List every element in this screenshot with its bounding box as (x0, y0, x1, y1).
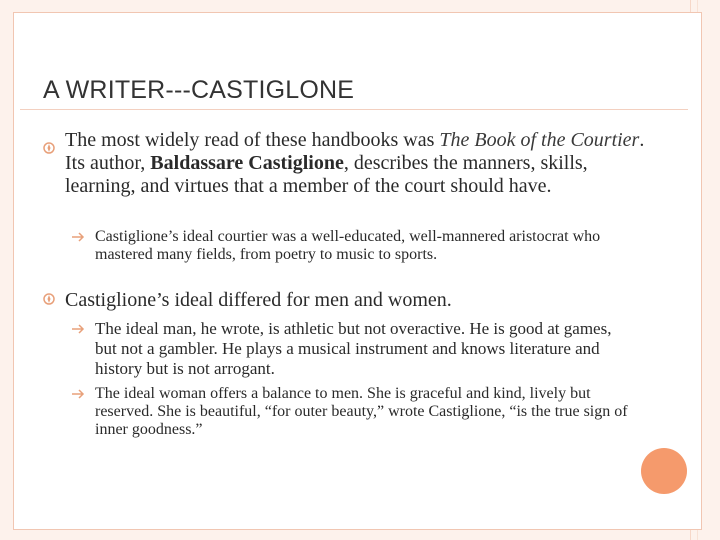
sub-bullet-icon (71, 324, 85, 334)
compass-bullet-icon (43, 142, 55, 154)
bullet-text-2: Castiglione’s ideal differed for men and women. (65, 289, 452, 311)
bullet-text-1 (65, 129, 645, 198)
sub-bullet-text-1: Castiglione’s ideal courtier was a well-educated, well-mannered aristocrat who mastered many fields, from poetry to music to sports. (95, 228, 601, 263)
compass-bullet-icon (43, 293, 55, 305)
sub-bullet-icon (71, 232, 85, 242)
author-name: Baldassare Castiglione (150, 152, 344, 174)
title-divider (20, 109, 688, 110)
sub-bullet-text-3: The ideal woman offers a balance to men. She is graceful and kind, lively but reserved. She is beautiful, “for outer beauty,” wrote Castiglione, “is the true sign of inner goodness.” (95, 385, 628, 438)
sub-bullet-text-2: The ideal man, he wrote, is athletic but not overactive. He is good at games, but not a gambler. He plays a musical instrument and knows literature and history but is not arrogant. (95, 319, 612, 378)
bullet-text-part: , describes the manners, skills, learning, and virtues that a member of the court should have. (65, 152, 588, 197)
slide-title: A WRITER---CASTIGLONE (43, 76, 355, 104)
book-title: The Book of the Courtier (439, 129, 640, 151)
bullet-text-part: The most widely read of these handbooks was (65, 129, 440, 151)
sub-bullet-icon (71, 389, 85, 399)
bullet-text-part: . Its author, (65, 129, 645, 174)
accent-circle (641, 448, 687, 494)
